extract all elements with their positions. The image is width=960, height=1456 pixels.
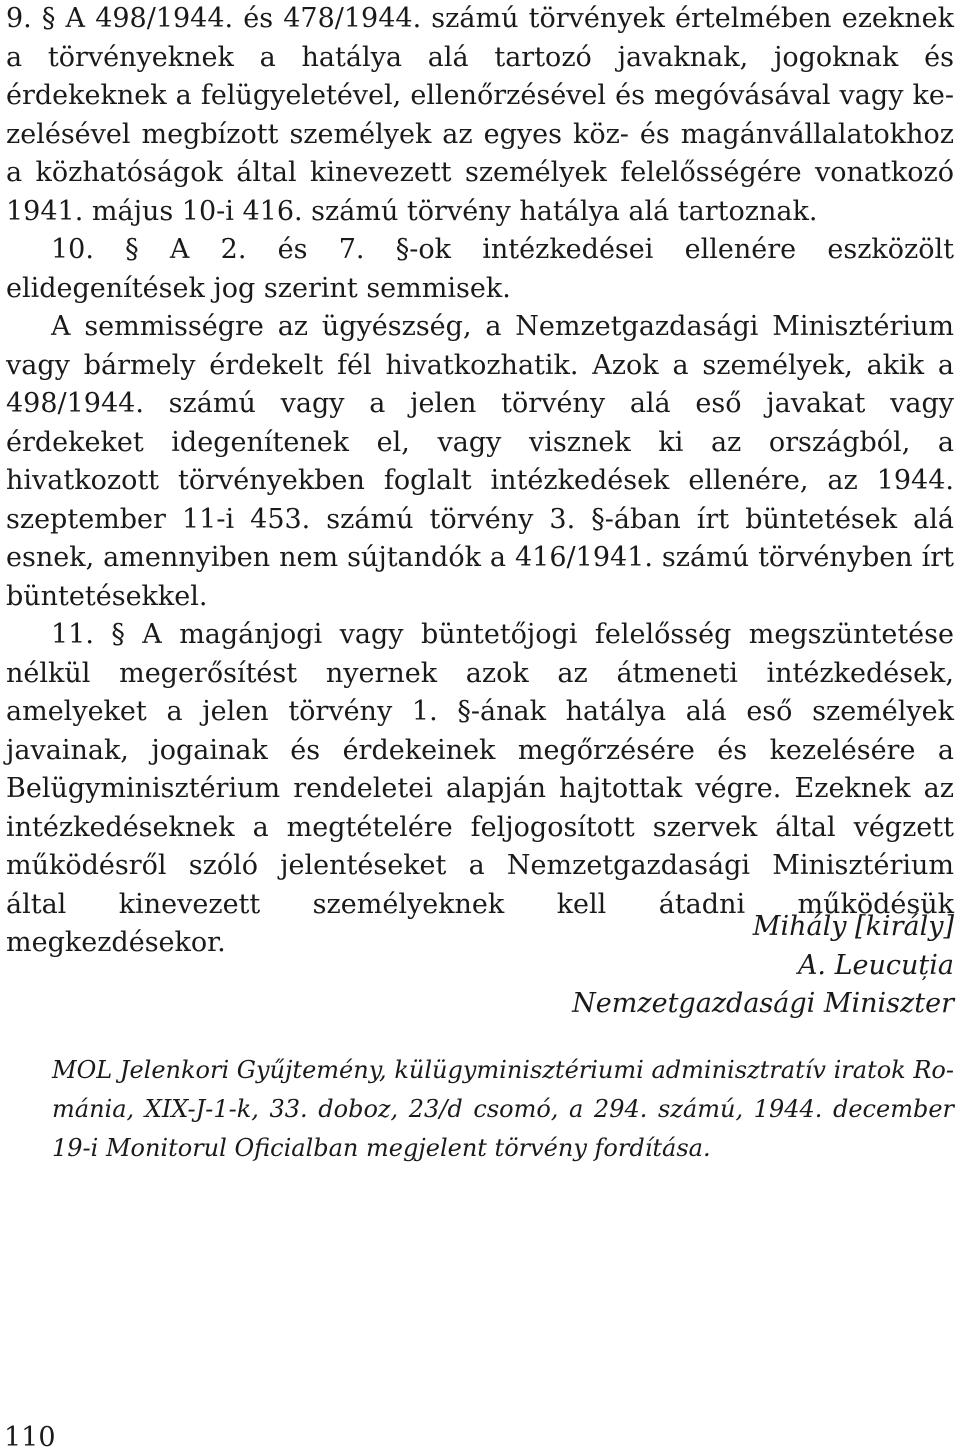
page-number: 110 bbox=[4, 1422, 56, 1453]
source-note: MOL Jelenkori Gyűjtemény, külügyminisztériumi adminisztratív iratok Románia, XIX-J-1-k, 33. doboz, 23/d csomó, a 294. számú, 1944. december 19-i Monitorul Oficialban megjelent törvény fordítása. bbox=[52, 1056, 954, 1162]
body-text bbox=[6, 0, 954, 963]
paragraph-section-9: 9. § A 498/1944. és 478/1944. számú törvények értelmében ezeknek a törvényeknek a hatálya alá tartozó javaknak, jogoknak és érdekeknek a felügyeletével, ellenőrzésével és megóvásával vagy kezelésével megbízott személyek az egyes köz- és magánvállalatokhoz a közhatóságok által kinevezett személyek felelősségére vonatkozó 1941. május 10-i 416. számú törvény hatálya alá tartoznak. bbox=[6, 3, 954, 227]
signature-minister-name: A. Leucuția bbox=[797, 949, 954, 981]
paragraph-section-10: 10. § A 2. és 7. §-ok intézkedései ellenére eszközölt elidegenítések jog szerint semmisek. bbox=[6, 234, 954, 304]
paragraph-section-11: 11. § A magánjogi vagy büntetőjogi felelősség megszüntetése nélkül megerősítést nyernek azok az átmeneti intézkedések, amelyeket a jelen törvény 1. §-ának hatálya alá eső személyek javainak, jogainak és érdekeinek megőrzésére és kezelésére a Belügyminisztérium rendeletei alapján hajtottak végre. Ezeknek az intézkedéseknek a megtételére feljogosított szervek által végzett működésről szóló jelentéseket a Nemzetgazdasági Minisztérium által kinevezett személyeknek kell átadni működésük megkezdésekor. bbox=[6, 619, 954, 958]
signature-block bbox=[354, 908, 954, 1024]
signature-king: Mihály [király] bbox=[752, 911, 954, 942]
paragraph-nullity: A semmisségre az ügyészség, a Nemzetgazdasági Minisztérium vagy bármely érdekelt fél hivatkozhatik. Azok a személyek, akik a 498/1944. számú vagy a jelen törvény alá eső javakat vagy érdekeket idegenítenek el, vagy visznek ki az országból, a hivatkozott törvényekben foglalt intézkedések ellenére, az 1944. szeptember 11-i 453. számú törvény 3. §-ában írt büntetések alá esnek, amennyiben nem sújtandók a 416/1941. számú törvényben írt büntetésekkel. bbox=[6, 311, 954, 612]
signature-minister-title: Nemzetgazdasági Miniszter bbox=[572, 988, 954, 1019]
